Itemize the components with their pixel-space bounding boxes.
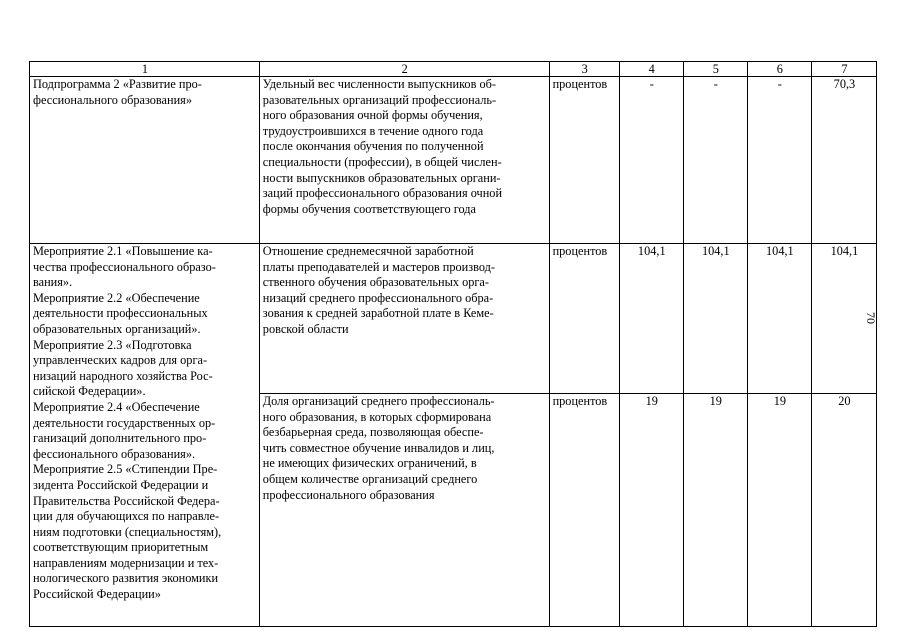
header-cell: 6 (747, 62, 811, 77)
table-row (30, 77, 877, 244)
indicator-cell: Доля организаций среднего профессиональ- ного образования, в которых сформирована безбарьерная среда, позволяющая обеспе- чить совместное обучение инвалидов и лиц, не имеющих физических ограничений, в общем количестве организаций среднего профессионального образования (259, 394, 549, 627)
header-cell: 3 (549, 62, 619, 77)
value-cell: 19 (747, 394, 811, 627)
value-cell: 70,3 (811, 77, 876, 244)
indicators-table (29, 61, 877, 627)
table-row (30, 244, 877, 394)
value-cell: - (747, 77, 811, 244)
header-cell: 2 (259, 62, 549, 77)
value-cell: 20 (811, 394, 876, 627)
header-cell: 5 (683, 62, 747, 77)
header-cell: 1 (30, 62, 260, 77)
unit-cell: процентов (549, 77, 619, 244)
value-cell: 19 (619, 394, 683, 627)
value-cell: 104,1 (683, 244, 747, 394)
unit-cell: процентов (549, 244, 619, 394)
measures-cell: Мероприятие 2.1 «Повышение ка- чества профессионального образо- вания». Мероприятие 2.2 «Обеспечение деятельности профессиональных образовательных организаций». Мероприятие 2.3 «Подготовка управленческих кадров для орга- низаций народного хозяйства Рос- сийской Федерации». Мероприятие 2.4 «Обеспечение деятельности государственных ор- ганизаций дополнительного про- фессионального образования». Мероприятие 2.5 «Стипендии Пре- зидента Российской Федерации и Правительства Российской Федера- ции для обучающихся по направле- ниям подготовки (специальностям), соответствующим приоритетным направлениям модернизации и тех- нологического развития экономики Российской Федерации» (30, 244, 260, 627)
indicator-cell: Удельный вес численности выпускников об- разовательных организаций профессиональ- ного образования очной формы обучения, трудоустроившихся в течение одного года после окончания обучения по полученной специальности (профессии), в общей числен- ности выпускников образовательных органи- заций профессионального образования очной формы обучения соответствующего года (259, 77, 549, 244)
header-cell: 7 (811, 62, 876, 77)
header-cell: 4 (619, 62, 683, 77)
indicator-cell: Отношение среднемесячной заработной платы преподавателей и мастеров производ- ственного обучения образовательных орга- низаций среднего профессионального обра- зования к средней заработной плате в Кеме- ровской области (259, 244, 549, 394)
unit-cell: процентов (549, 394, 619, 627)
value-cell: 104,1 (811, 244, 876, 394)
subprogram-cell: Подпрограмма 2 «Развитие про- фессионального образования» (30, 77, 260, 244)
value-cell: 104,1 (619, 244, 683, 394)
value-cell: 19 (683, 394, 747, 627)
value-cell: - (619, 77, 683, 244)
page-number: 70 (864, 312, 878, 324)
value-cell: 104,1 (747, 244, 811, 394)
value-cell: - (683, 77, 747, 244)
table-header-row (30, 62, 877, 77)
